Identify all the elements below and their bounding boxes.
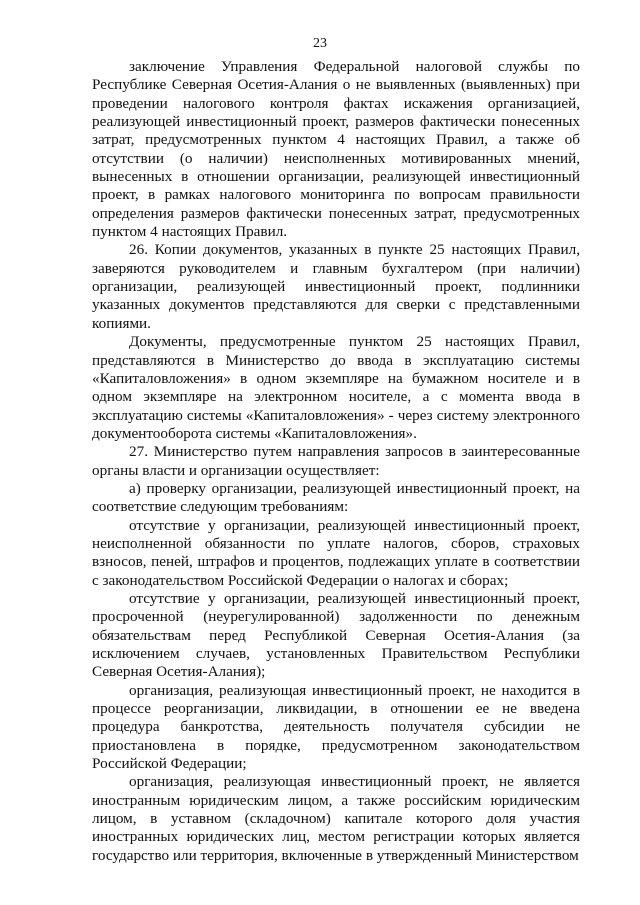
paragraph-requirement-reorganization: организация, реализующая инвестиционный проект, не находится в процессе реорганизации, ликвидации, в отношении ее не введена процедура банкротства, деятельность получателя субсидии не приостановлена в порядке, предусмотренном законодательством Российской Федерации; <box>92 681 580 773</box>
paragraph-27-a: а) проверку организации, реализующей инвестиционный проект, на соответствие следующим требованиям: <box>92 479 580 516</box>
paragraph-requirement-foreign-entity: организация, реализующая инвестиционный проект, не является иностранным юридическим лицом, а также российским юридическим лицом, в уставном (складочном) капитале которого доля участия иностранных юридических лиц, местом регистрации которых является государство или территория, включенные в утвержденный Министерством <box>92 773 580 864</box>
paragraph-conclusion: заключение Управления Федеральной налоговой службы по Республике Северная Осетия-Алания о не выявленных (выявленных) при проведении налогового контроля фактах искажения организацией, реализующей инвестиционный проект, размеров фактически понесенных затрат, предусмотренных пунктом 4 настоящих Правил, а также об отсутствии (о наличии) неисполненных мотивированных мнений, вынесенных в отношении организации, реализующей инвестиционный проект, в рамках налогового мониторинга по вопросам правильности определения размеров фактически понесенных затрат, предусмотренных пунктом 4 настоящих Правил. <box>92 58 580 241</box>
paragraph-26: 26. Копии документов, указанных в пункте 25 настоящих Правил, заверяются руководителем и главным бухгалтером (при наличии) организации, реализующей инвестиционный проект, подлинники указанных документов представляются для сверки с представленными копиями. <box>92 241 580 332</box>
paragraph-27: 27. Министерство путем направления запросов в заинтересованные органы власти и организации осуществляет: <box>92 443 580 479</box>
paragraph-requirement-taxes: отсутствие у организации, реализующей инвестиционный проект, неисполненной обязанности по уплате налогов, сборов, страховых взносов, пеней, штрафов и процентов, подлежащих уплате в соответствии с законодательством Российской Федерации о налогах и сборах; <box>92 516 580 589</box>
paragraph-documents-submission: Документы, предусмотренные пунктом 25 настоящих Правил, представляются в Министерство до ввода в эксплуатацию системы «Капиталовложения» в одном экземпляре на бумажном носителе и в одном экземпляре на электронном носителе, а с момента ввода в эксплуатацию системы «Капиталовложения» - через систему электронного документооборота системы «Капиталовложения». <box>92 333 580 442</box>
page-number: 23 <box>313 36 327 51</box>
paragraph-requirement-debt: отсутствие у организации, реализующей инвестиционный проект, просроченной (неурегулированной) задолженности по денежным обязательствам перед Республикой Северная Осетия-Алания (за исключением случаев, установленных Правительством Республики Северная Осетия-Алания); <box>92 589 580 681</box>
document-body <box>92 58 580 865</box>
